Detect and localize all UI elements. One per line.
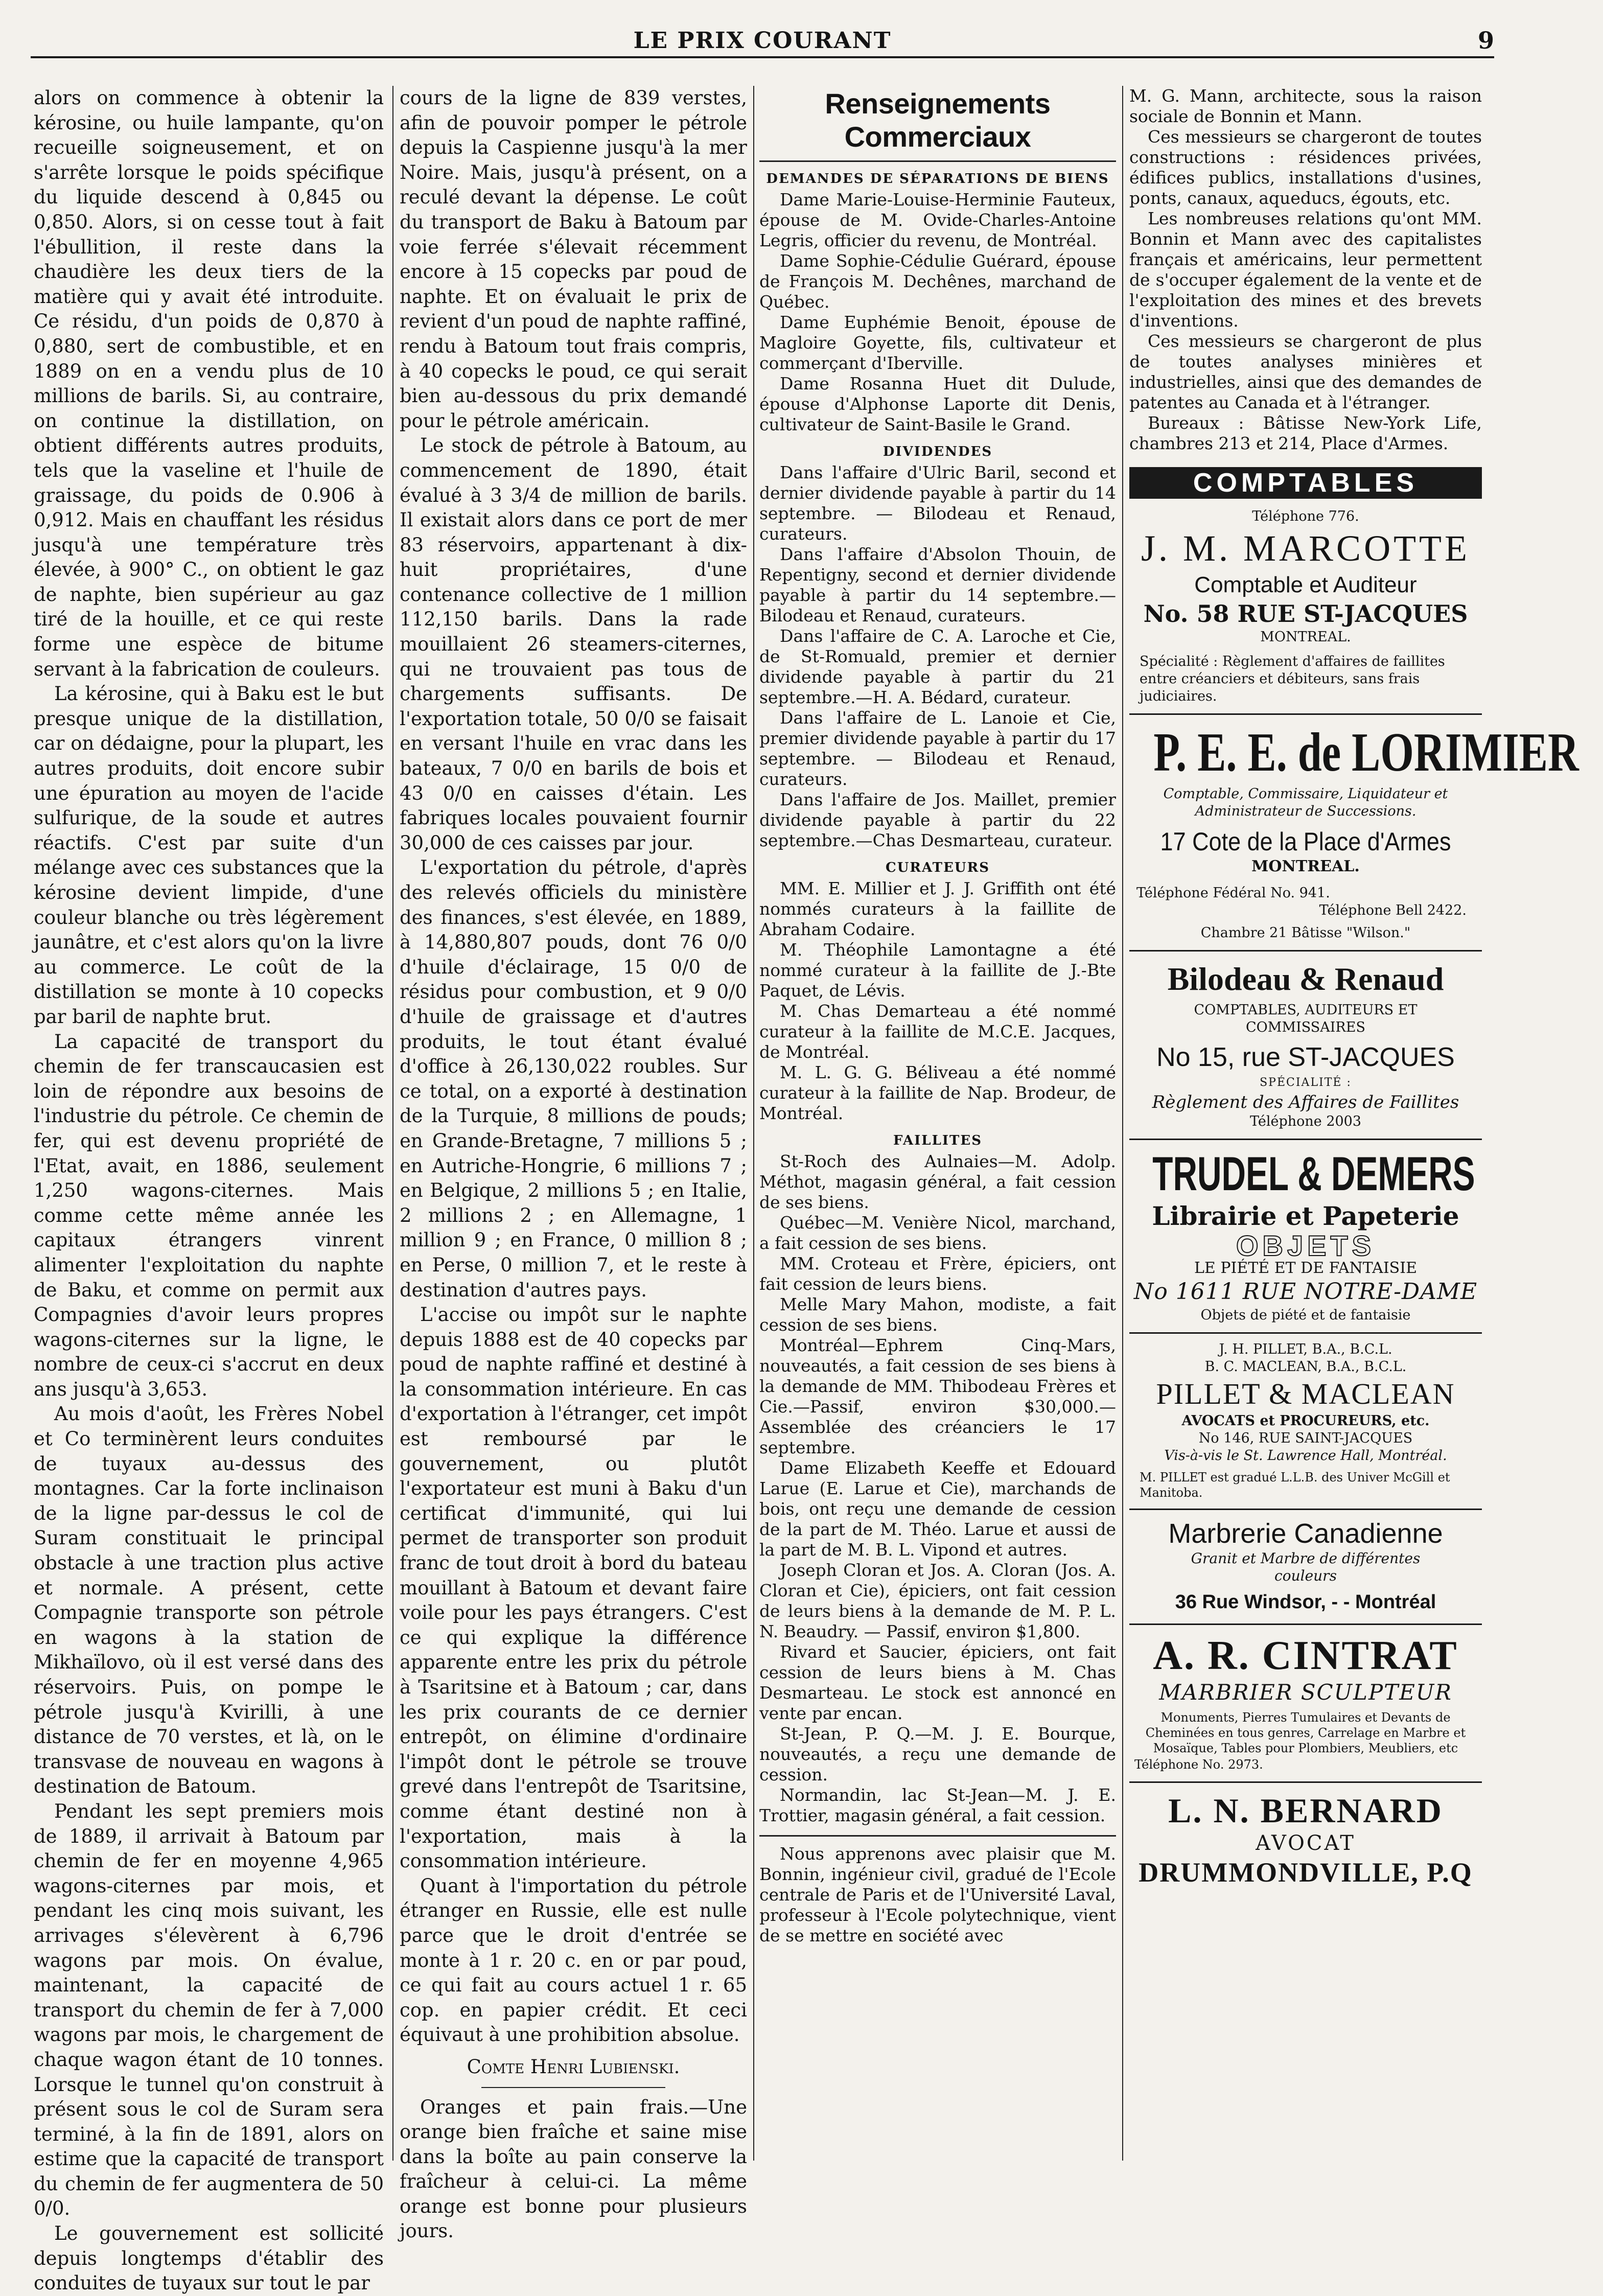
notice: Québec—M. Venière Nicol, marchand, a fait cession de ses biens. bbox=[759, 1213, 1116, 1253]
bonnin-mann-notice bbox=[1129, 86, 1482, 454]
ad-names: B. C. MACLEAN, B.A., B.C.L. bbox=[1204, 1359, 1407, 1375]
notice: Dans l'affaire de C. A. Laroche et Cie, de St-Romuald, premier et dernier dividende payable à partir du 21 septembre.—H. A. Bédard, curateur. bbox=[759, 626, 1116, 707]
page-number: 9 bbox=[1477, 27, 1494, 54]
ad-sub: Granit et Marbre de différentes couleurs bbox=[1191, 1550, 1421, 1584]
commercial-column bbox=[759, 86, 1116, 2161]
ad-phone: Téléphone 2003 bbox=[1249, 1114, 1362, 1129]
marbrerie-ad bbox=[1129, 1517, 1482, 1625]
notice: M. L. G. G. Béliveau a été nommé curateur à la faillite de Nap. Brodeur, de Montréal. bbox=[759, 1062, 1116, 1123]
ad-city: MONTREAL. bbox=[1260, 629, 1351, 645]
section-title: Renseignements Commerciaux bbox=[825, 87, 1051, 153]
ad-name: Bilodeau & Renaud bbox=[1167, 961, 1444, 997]
article-paragraph: Pendant les sept premiers mois de 1889, il arrivait à Batoum par chemin de fer en moyenne 4,965 wagons-citernes par mois, et pendant les cinq mois suivant, les arrivages s'élevèrent à 6,796 wagons par mois. On évalue, maintenant, la capacité de transport du chemin de fer à 7,000 wagons par mois, le chargement de chaque wagon étant de 10 tonnes. Lorsque le tunnel qu'on construit à présent sous le col de Suram sera terminé, à la fin de 1891, alors on estime que la capacité de transport du chemin de fer augmentera de 50 0/0. bbox=[34, 1800, 384, 2220]
marcotte-ad bbox=[1129, 508, 1482, 715]
ad-address: No. 58 RUE ST-JACQUES bbox=[1143, 600, 1468, 628]
ad-name: L. N. BERNARD bbox=[1168, 1791, 1443, 1830]
article-paragraph: La capacité de transport du chemin de fer transcaucasien est loin de répondre aux besoins de l'industrie du pétrole. Ce chemin de fer, qui est devenu propriété de l'Etat, avait, en 1886, seulement 1,250 wagons-citernes. Mais comme cette même année les capitaux étrangers vinrent alimenter l'exploitation du naphte de Baku, et comme on permit aux Compagnies d'avoir leurs propres wagons-citernes sur la ligne, le nombre de ceux-ci s'accrut en deux ans jusqu'à 3,653. bbox=[34, 1030, 384, 1400]
ad-name: Marbrerie Canadienne bbox=[1168, 1518, 1443, 1549]
oranges-paragraph: Oranges et pain frais.—Une orange bien fraîche et saine mise dans la boîte au pain conserve la fraîcheur à celui-ci. La même orange est bonne pour plusieurs jours. bbox=[400, 2096, 747, 2242]
ad-address: No 15, rue ST-JACQUES bbox=[1156, 1042, 1455, 1072]
ad-description: Monuments, Pierres Tumulaires et Devants de Cheminées en tous genres, Carrelage en Marbre et Mosaïque, Tables pour Plombiers, Meubliers, etc bbox=[1145, 1710, 1466, 1755]
article-paragraph: L'exportation du pétrole, d'après des relevés officiels du ministère des finances, s'est élevée, en 1889, à 14,880,807 pouds, dont 76 0/0 d'huile d'éclairage, 15 0/0 de résidus pour combustion, et 9 0/0 d'huile de graissage et d'autres produits, le tout étant évalué d'office à 26,130,022 roubles. Sur ce total, on a exporté à destination de la Turquie, 8 millions de pouds; en Grande-Bretagne, 7 millions 5 ; en Autriche-Hongrie, 6 millions 7 ; en Belgique, 2 millions 5 ; en Italie, 2 millions 2 ; en Allemagne, 1 million 9 ; en France, 0 million 8 ; en Perse, 0 million 7, et le reste à destination d'autres pays. bbox=[400, 856, 747, 1301]
article-paragraph: Quant à l'importation du pétrole étranger en Russie, elle est nulle parce que le droit d'entrée se monte à 1 r. 20 c. en or par poud, ce qui fait au cours actuel 1 r. 65 cop. en papier crédit. Et ceci équivaut à une prohibition absolue. bbox=[400, 1874, 747, 2046]
notice: MM. Croteau et Frère, épiciers, ont fait cession de leurs biens. bbox=[759, 1254, 1116, 1294]
article-paragraph: L'accise ou impôt sur le naphte depuis 1888 est de 40 copecks par poud de naphte raffiné et destiné à la consommation intérieure. En cas d'exportation à l'étranger, cet impôt est remboursé par le gouvernement, ou plutôt l'exportateur est muni à Baku d'un certificat d'immunité, qui lui permet de transporter son produit franc de tout droit à bord du bateau mouillant à Batoum et devant faire voile pour les pays étrangers. C'est ce qui explique la différence apparente entre les prix du pétrole à Tsaritsine et à Batoum ; car, dans les prix courants de ce dernier entrepôt, on élimine d'ordinaire l'impôt dont le pétrole se trouve grevé dans l'entrepôt de Tsaritsine, comme étant destiné non à l'exportation, mais à la consommation intérieure. bbox=[400, 1304, 747, 1872]
notice: Rivard et Saucier, épiciers, ont fait cession de leurs biens à M. Chas Desmarteau. Le stock est annoncé en vente par encan. bbox=[759, 1642, 1116, 1723]
notice-paragraph: M. G. Mann, architecte, sous la raison sociale de Bonnin et Mann. bbox=[1129, 86, 1482, 126]
ad-location: Vis-à-vis le St. Lawrence Hall, Montréal. bbox=[1164, 1448, 1447, 1464]
notice: M. Théophile Lamontagne a été nommé curateur à la faillite de J.-Bte Paquet, de Lévis. bbox=[759, 940, 1116, 1001]
section-body bbox=[759, 878, 1116, 1124]
section-body bbox=[759, 190, 1116, 435]
ad-role: AVOCATS et PROCUREURS, etc. bbox=[1181, 1413, 1430, 1429]
article-paragraph: alors on commence à obtenir la kérosine, ou huile lampante, qu'on recueille soigneusement, et on s'arrête lorsque le poids spécifique du liquide descend à 0,845 ou 0,850. Alors, si on cesse tout à fait l'ébullition, il reste dans la chaudière les deux tiers de la matière qui y avait été introduite. Ce résidu, d'un poids de 0,870 à 0,880, sert de combustible, et en 1889 on en a vendu plus de 10 millions de barils. Si, au contraire, on continue la distillation, on obtient différents autres produits, tels que la vaseline et l'huile de graissage, du poids de 0.906 à 0,912. Mais en chauffant les résidus jusqu'à une température très élevée, à 900° C., on obtient le gaz de naphte, bien supérieur au gaz tiré de la houille, et ce qui reste forme une espèce de bitume servant à la fabrication de couleurs. bbox=[34, 87, 384, 680]
article-column-1 bbox=[34, 86, 384, 2294]
notice: Dame Elizabeth Keeffe et Edouard Larue (E. Larue et Cie), marchands de bois, ont reçu une demande de cession de la part de M. Théo. Larue et aussi de la part de M. B. L. Vipond et autres. bbox=[759, 1458, 1116, 1560]
ad-role: Comptable et Auditeur bbox=[1194, 572, 1417, 597]
ad-role: Comptable, Commissaire, Liquidateur et Administrateur de Successions. bbox=[1163, 786, 1448, 819]
ad-phone: Téléphone Bell 2422. bbox=[1319, 902, 1467, 918]
notice: Melle Mary Mahon, modiste, a fait cession de ses biens. bbox=[759, 1294, 1116, 1335]
notice: Dans l'affaire de L. Lanoie et Cie, premier dividende payable à partir du 17 septembre. — Bilodeau et Renaud, curateurs. bbox=[759, 708, 1116, 789]
ad-phone: Téléphone 776. bbox=[1252, 508, 1359, 524]
bernard-ad bbox=[1129, 1790, 1482, 1897]
article-paragraph: Le stock de pétrole à Batoum, au commencement de 1890, était évalué à 3 3/4 de million de barils. Il existait alors dans ce port de mer 83 réservoirs, appartenant à dix-huit propriétaires, d'une contenance collective de 1 million 112,150 barils. Dans la rade mouillaient 26 steamers-citernes, qui ne trouvaient pas tous de chargements suffisants. De l'exportation totale, 50 0/0 se faisait en versant l'huile en vrac dans les bateaux, 7 0/0 en barils de bois et 43 0/0 en caisses d'étain. Les fabriques locales pouvaient fournir 30,000 de ces caisses par jour. bbox=[400, 434, 747, 854]
notice-paragraph: Ces messieurs se chargeront de plus de toutes analyses minières et industrielles, ainsi que des demandes de patentes au Canada et à l'étranger. bbox=[1129, 331, 1482, 412]
closing-paragraph: Nous apprenons avec plaisir que M. Bonnin, ingénieur civil, gradué de l'Ecole centrale de Paris et de l'Université Laval, professeur à l'Ecole polytechnique, vient de se mettre en société avec bbox=[759, 1844, 1116, 1945]
notice: St-Roch des Aulnaies—M. Adolp. Méthot, magasin général, a fait cession de ses biens. bbox=[759, 1151, 1116, 1212]
ad-specialty: Spécialité : Règlement d'affaires de faillites entre créanciers et débiteurs, sans frais judiciaires. bbox=[1140, 654, 1445, 704]
bilodeau-ad bbox=[1129, 959, 1482, 1140]
ad-address: 36 Rue Windsor, - - Montréal bbox=[1175, 1591, 1436, 1613]
divider bbox=[481, 2087, 665, 2088]
section-body bbox=[759, 1151, 1116, 1826]
notice: St-Jean, P. Q.—M. J. E. Bourque, nouveautés, a reçu une demande de cession. bbox=[759, 1724, 1116, 1784]
section-body bbox=[759, 1844, 1116, 1946]
cintrat-ad bbox=[1129, 1632, 1482, 1783]
divider bbox=[759, 1835, 1116, 1837]
notice: Dame Euphémie Benoit, épouse de Magloire Goyette, fils, cultivateur et commerçant d'Iberville. bbox=[759, 312, 1116, 373]
ad-address: No 1611 RUE NOTRE-DAME bbox=[1133, 1279, 1478, 1305]
ad-specialty: Règlement des Affaires de Faillites bbox=[1152, 1092, 1459, 1112]
notice: Dans l'affaire d'Absolon Thouin, de Repentigny, second et dernier dividende payable à partir du 14 septembre.—Bilodeau et Renaud, curateurs. bbox=[759, 544, 1116, 625]
comptables-banner: COMPTABLES bbox=[1129, 467, 1482, 499]
ad-phone: Téléphone Fédéral No. 941. bbox=[1136, 885, 1330, 901]
notice: Dans l'affaire d'Ulric Baril, second et dernier dividende payable à partir du 14 septembre. — Bilodeau et Renaud, curateurs. bbox=[759, 462, 1116, 544]
pillet-maclean-ad bbox=[1129, 1341, 1482, 1510]
masthead bbox=[31, 26, 1494, 58]
article-paragraph: Au mois d'août, les Frères Nobel et Co terminèrent leurs conduites de tuyaux au-dessus des montagnes. Car la forte inclinaison de la ligne par-dessus le col de Suram constituait le principal obstacle à une traction plus active et normale. A présent, cette Compagnie transporte son pétrole en wagons à la station de Mikhaïlovo, où il est versé dans des réservoirs. Puis, on pompe le pétrole jusqu'à Kvirilli, à une distance de 70 verstes, et là, on le transvase de nouveau en wagons à destination de Batoum. bbox=[34, 1403, 384, 1798]
ad-role: AVOCAT bbox=[1256, 1831, 1356, 1855]
notice: Dame Sophie-Cédulie Guérard, épouse de François M. Dechênes, marchand de Québec. bbox=[759, 251, 1116, 312]
ad-names: J. H. PILLET, B.A., B.C.L. bbox=[1219, 1341, 1392, 1357]
newspaper-title: LE PRIX COURANT bbox=[633, 28, 892, 54]
ad-role: COMPTABLES, AUDITEURS ET COMMISSAIRES bbox=[1194, 1002, 1418, 1035]
section-body bbox=[759, 462, 1116, 851]
section-heading: FAILLITES bbox=[893, 1133, 982, 1148]
ad-name: A. R. CINTRAT bbox=[1153, 1633, 1458, 1678]
ad-role: MARBRIER SCULPTEUR bbox=[1159, 1680, 1452, 1705]
ad-name: PILLET & MACLEAN bbox=[1156, 1377, 1455, 1410]
section-heading: DEMANDES DE SÉPARATIONS DE BIENS bbox=[766, 171, 1109, 187]
ad-note: M. PILLET est gradué L.L.B. des Univer McGill et Manitoba. bbox=[1140, 1470, 1450, 1500]
notice-paragraph: Bureaux : Bâtisse New-York Life, chambres 213 et 214, Place d'Armes. bbox=[1129, 413, 1482, 453]
notice: Normandin, lac St-Jean—M. J. E. Trottier, magasin général, a fait cession. bbox=[759, 1785, 1116, 1825]
ad-specialty-label: SPÉCIALITÉ : bbox=[1260, 1076, 1352, 1089]
article-signature: Comte Henri Lubienski. bbox=[467, 2055, 680, 2078]
divider bbox=[759, 160, 1116, 162]
ad-line: LE PIÉTÉ ET DE FANTAISIE bbox=[1194, 1259, 1417, 1277]
notice: M. Chas Demarteau a été nommé curateur à la faillite de M.C.E. Jacques, de Montréal. bbox=[759, 1001, 1116, 1062]
notice: Joseph Cloran et Jos. A. Cloran (Jos. A. Cloran et Cie), épiciers, ont fait cession de leurs biens à la demande de M. P. L. N. Beaudry. — Passif, environ $1,800. bbox=[759, 1560, 1116, 1641]
ad-city: MONTREAL. bbox=[1251, 857, 1360, 875]
ad-name: P. E. E. de LORIMIER bbox=[1153, 722, 1579, 783]
trudel-demers-ad bbox=[1129, 1147, 1482, 1334]
column-rule bbox=[392, 86, 393, 2161]
notice-paragraph: Les nombreuses relations qu'ont MM. Bonnin et Mann avec des capitalistes français et américains, leur permettent de s'occuper également de la vente et de l'exploitation des mines et des brevets d'inventions. bbox=[1129, 208, 1482, 331]
ad-city: DRUMMONDVILLE, P.Q bbox=[1139, 1857, 1473, 1888]
notice: Dame Marie-Louise-Herminie Fauteux, épouse de M. Ovide-Charles-Antoine Legris, officier du revenu, de Montréal. bbox=[759, 190, 1116, 250]
article-paragraph: cours de la ligne de 839 verstes, afin de pouvoir pomper le pétrole depuis la Caspienne jusqu'à la mer Noire. Mais, jusqu'à présent, on a reculé devant la dépense. Le coût du transport de Baku à Batoum par voie ferrée s'élevait récemment encore à 15 copecks par poud de naphte. Et on évaluait le prix de revient d'un poud de naphte raffiné, rendu à Batoum tout frais compris, à 40 copecks le poud, ce qui serait bien au-dessous du prix demandé pour le pétrole américain. bbox=[400, 87, 747, 432]
notice: Dame Rosanna Huet dit Dulude, épouse d'Alphonse Laporte dit Denis, cultivateur de Saint-Basile le Grand. bbox=[759, 374, 1116, 434]
article-paragraph: Le gouvernement est sollicité depuis longtemps d'établir des conduites de tuyaux sur tout le par bbox=[34, 2222, 384, 2294]
ad-line: OBJETS bbox=[1236, 1230, 1376, 1262]
ad-name: J. M. MARCOTTE bbox=[1141, 528, 1471, 569]
ad-line: Objets de piété et de fantaisie bbox=[1200, 1307, 1411, 1323]
article-paragraph: La kérosine, qui à Baku est le but presque unique de la distillation, car on dédaigne, pour la plupart, les autres produits, doit encore subir une épuration au moyen de l'acide sulfurique, de la soude et autres réactifs. C'est par suite d'un mélange avec ces substances que la kérosine devient limpide, d'une couleur blanche ou très légèrement jaunâtre, et c'est alors qu'on la livre au commerce. Le coût de la distillation se monte à 10 copecks par baril de naphte brut. bbox=[34, 683, 384, 1028]
article-column-2 bbox=[400, 86, 747, 2242]
ad-address: No 146, RUE SAINT-JACQUES bbox=[1198, 1430, 1413, 1446]
section-heading: CURATEURS bbox=[886, 860, 990, 875]
ad-address: 17 Cote de la Place d'Armes bbox=[1160, 827, 1451, 856]
notice-paragraph: Ces messieurs se chargeront de toutes constructions : résidences privées, édifices publics, installations d'usines, ponts, canaux, aqueducs, égouts, etc. bbox=[1129, 127, 1482, 208]
ad-room: Chambre 21 Bâtisse "Wilson." bbox=[1200, 925, 1411, 941]
ad-line: Librairie et Papeterie bbox=[1152, 1201, 1459, 1231]
advertisements-column bbox=[1129, 86, 1579, 2161]
notice: Montréal—Ephrem Cinq-Mars, nouveautés, a fait cession de ses biens à la demande de MM. Thibodeau Frères et Cie.—Passif, environ $30,000.—Assemblée des créanciers le 17 septembre. bbox=[759, 1335, 1116, 1457]
lorimier-ad bbox=[1129, 722, 1579, 952]
notice: MM. E. Millier et J. J. Griffith ont été nommés curateurs à la faillite de Abraham Codaire. bbox=[759, 878, 1116, 939]
section-heading: DIVIDENDES bbox=[882, 444, 993, 459]
column-rule bbox=[753, 86, 754, 2161]
notice: Dans l'affaire de Jos. Maillet, premier dividende payable à partir du 22 septembre.—Chas Desmarteau, curateur. bbox=[759, 790, 1116, 850]
ad-phone: Téléphone No. 2973. bbox=[1134, 1757, 1263, 1772]
column-rule bbox=[1122, 86, 1123, 2161]
ad-name: TRUDEL & DEMERS bbox=[1152, 1147, 1475, 1200]
